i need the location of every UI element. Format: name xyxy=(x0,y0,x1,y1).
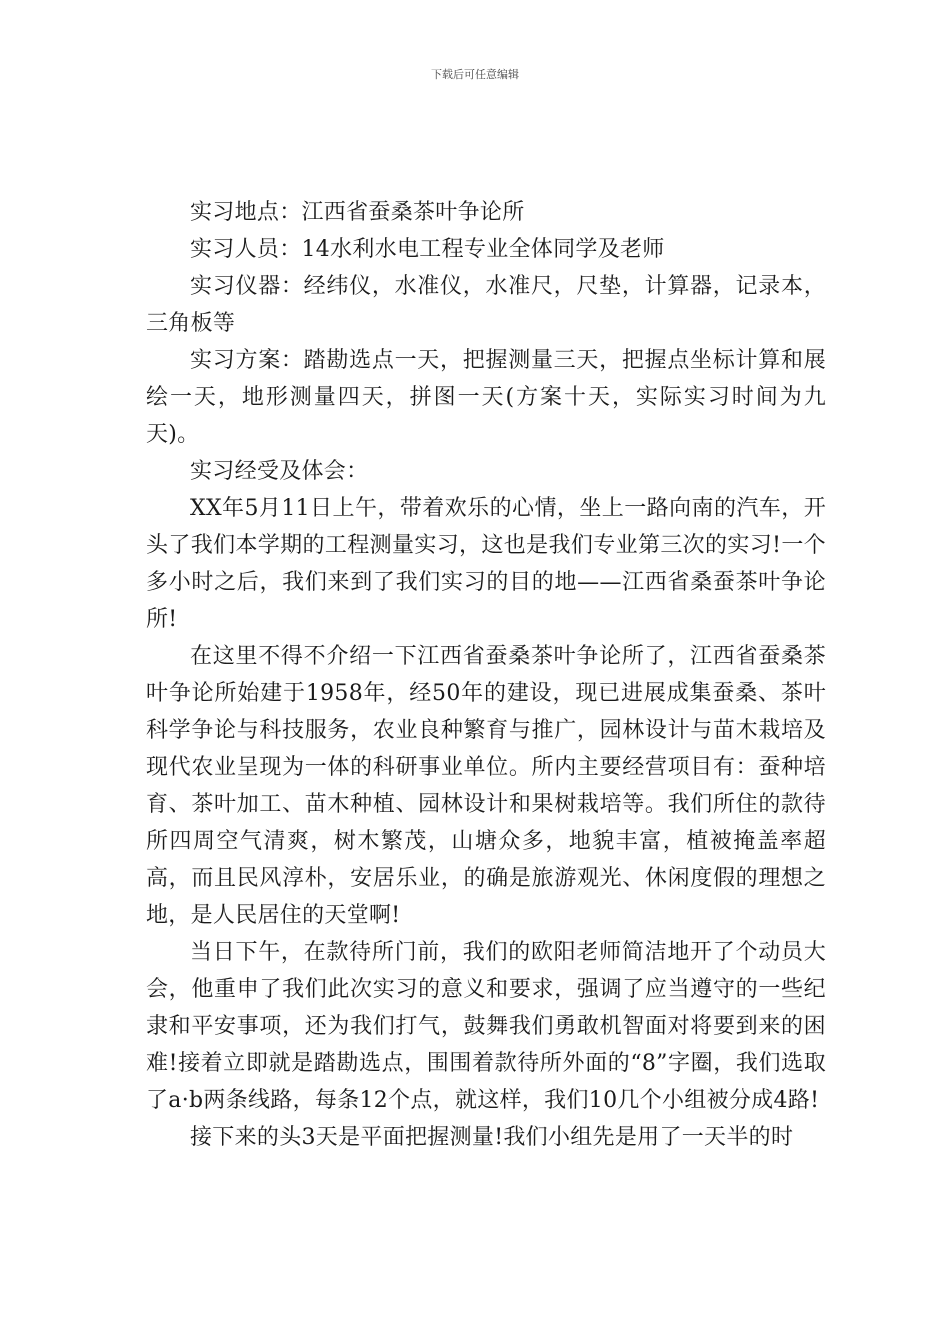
document-body xyxy=(146,194,826,1156)
paragraph-arrival: XX年5月11日上午，带着欢乐的心情，坐上一路向南的汽车，开头了我们本学期的工程测量实习，这也是我们专业第三次的实习!一个多小时之后，我们来到了我们实习的目的地——江西省桑蚕茶叶争论所! xyxy=(146,496,826,632)
paragraph-plan: 实习方案：踏勘选点一天，把握测量三天，把握点坐标计算和展绘一天，地形测量四天，拼图一天(方案十天，实际实习时间为九天)。 xyxy=(146,348,826,447)
paragraph-afternoon-meeting: 当日下午，在款待所门前，我们的欧阳老师简洁地开了个动员大会，他重申了我们此次实习的意义和要求，强调了应当遵守的一些纪隶和平安事项，还为我们打气，鼓舞我们勇敢机智面对将要到来的困难!接着立即就是踏勘选点，围围着款待所外面的“8”字圈，我们选取了a·b两条线路，每条12个点，就这样，我们10几个小组被分成4路! xyxy=(146,940,826,1113)
paragraph-institute-intro: 在这里不得不介绍一下江西省蚕桑茶叶争论所了，江西省蚕桑茶叶争论所始建于1958年，经50年的建设，现已进展成集蚕桑、茶叶科学争论与科技服务，农业良种繁育与推广，园林设计与苗木栽培及现代农业呈现为一体的科研事业单位。所内主要经营项目有：蚕种培育、茶叶加工、苗木种植、园林设计和果树栽培等。我们所住的款待所四周空气清爽，树木繁茂，山塘众多，地貌丰富，植被掩盖率超高，而且民风淳朴，安居乐业，的确是旅游观光、休闲度假的理想之地，是人民居住的天堂啊! xyxy=(146,644,826,928)
paragraph-personnel: 实习人员：14水利水电工程专业全体同学及老师 xyxy=(190,237,665,262)
page-header-note: 下载后可任意编辑 xyxy=(431,68,519,81)
paragraph-experience-heading: 实习经受及体会： xyxy=(190,459,369,484)
paragraph-location: 实习地点：江西省蚕桑茶叶争论所 xyxy=(190,200,525,225)
paragraph-instruments: 实习仪器：经纬仪，水准仪，水准尺，尺垫，计算器，记录本，三角板等 xyxy=(146,274,826,336)
paragraph-control-survey: 接下来的头3天是平面把握测量!我们小组先是用了一天半的时 xyxy=(190,1125,794,1150)
